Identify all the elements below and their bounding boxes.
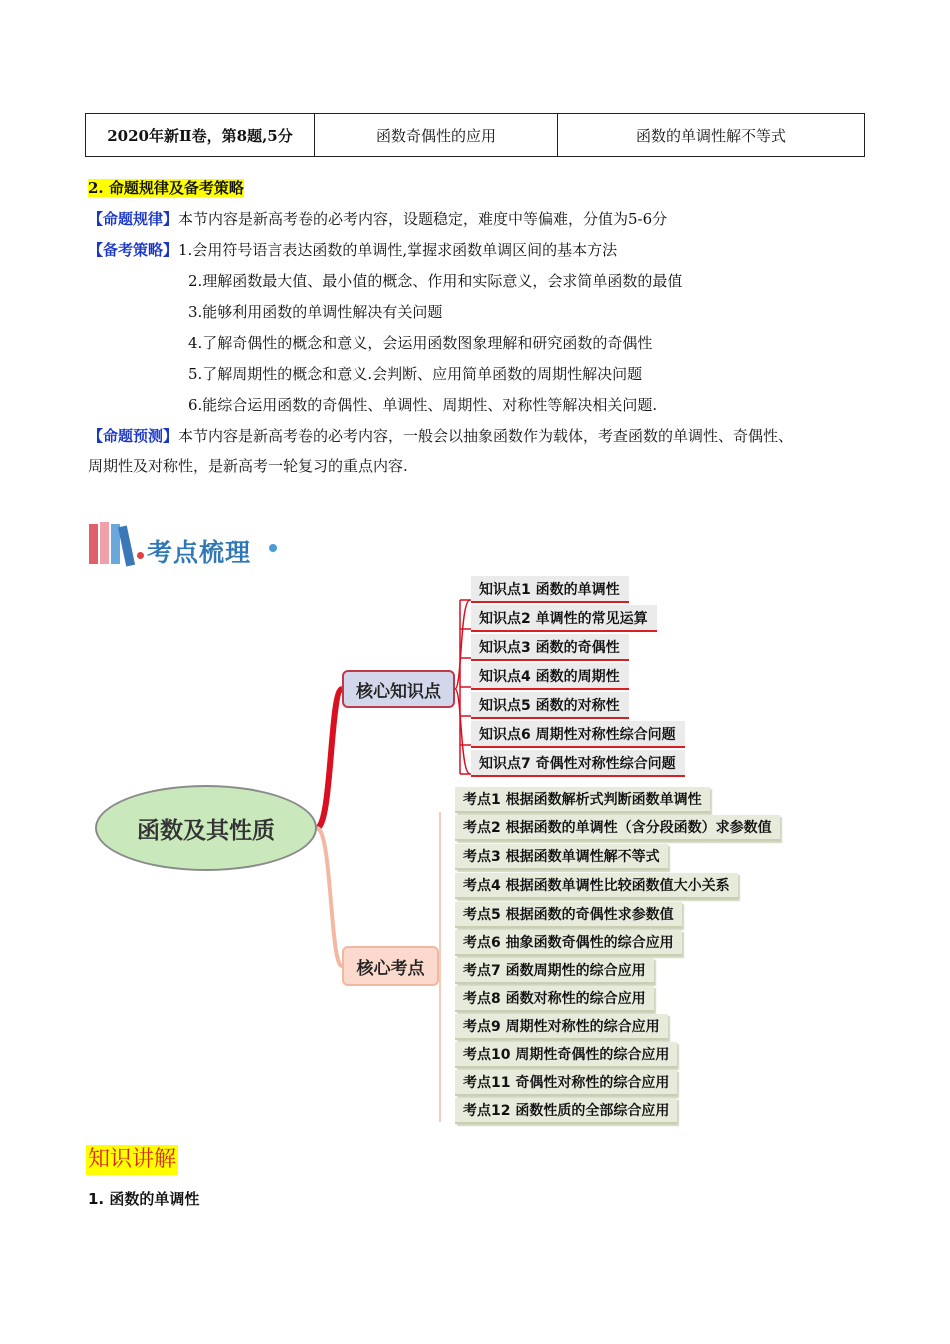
strategy-heading: 2. 命题规律及备考策略: [88, 179, 244, 197]
prep-line-1: 【备考策略】1.会用符号语言表达函数的单调性,掌握求函数单调区间的基本方法: [88, 241, 618, 259]
exam-item: 考点9 周期性对称性的综合应用: [455, 1014, 668, 1040]
exam-item: 考点2 根据函数的单调性（含分段函数）求参数值: [455, 815, 780, 841]
exam-item: 考点1 根据函数解析式判断函数单调性: [455, 787, 710, 813]
mindmap-root: 函数及其性质: [95, 785, 317, 871]
connector-knowledge: [317, 689, 342, 828]
exam-item: 考点11 奇偶性对称性的综合应用: [455, 1070, 677, 1096]
branch-core-knowledge: 核心知识点: [342, 670, 455, 708]
prep-line-5: 5.了解周期性的概念和意义.会判断、应用简单函数的周期性解决问题: [188, 365, 643, 383]
exam-item: 考点6 抽象函数奇偶性的综合应用: [455, 930, 682, 956]
knowledge-item: 知识点6 周期性对称性综合问题: [471, 721, 685, 748]
prep-line-2: 2.理解函数最大值、最小值的概念、作用和实际意义，会求简单函数的最值: [188, 272, 683, 290]
predict-line-2: 周期性及对称性，是新高考一轮复习的重点内容.: [88, 457, 408, 475]
knowledge-item: 知识点5 函数的对称性: [471, 692, 629, 719]
lecture-subheading: 1. 函数的单调性: [88, 1190, 200, 1208]
table-cell-method: 函数的单调性解不等式: [558, 114, 865, 157]
exam-item: 考点4 根据函数单调性比较函数值大小关系: [455, 873, 738, 899]
prep-line-3: 3.能够利用函数的单调性解决有关问题: [188, 303, 443, 321]
knowledge-item: 知识点7 奇偶性对称性综合问题: [471, 750, 685, 777]
knowledge-item: 知识点3 函数的奇偶性: [471, 634, 629, 661]
prep-line-6: 6.能综合运用函数的奇偶性、单调性、周期性、对称性等解决相关问题.: [188, 396, 658, 414]
predict-line: 【命题预测】本节内容是新高考卷的必考内容，一般会以抽象函数作为载体，考查函数的单调性、奇偶性、: [88, 427, 794, 445]
banner-title: 考点梳理: [147, 538, 252, 567]
exam-item: 考点12 函数性质的全部综合应用: [455, 1098, 677, 1124]
knowledge-item: 知识点1 函数的单调性: [471, 576, 629, 603]
branch-core-exam: 核心考点: [342, 946, 439, 986]
exam-item: 考点8 函数对称性的综合应用: [455, 986, 654, 1012]
knowledge-item: 知识点2 单调性的常见运算: [471, 605, 657, 632]
lecture-heading: 知识讲解: [86, 1145, 178, 1175]
exam-item: 考点7 函数周期性的综合应用: [455, 958, 654, 984]
exam-item: 考点5 根据函数的奇偶性求参数值: [455, 902, 682, 928]
prep-line-4: 4.了解奇偶性的概念和意义，会运用函数图象理解和研究函数的奇偶性: [188, 334, 653, 352]
exam-item: 考点3 根据函数单调性解不等式: [455, 844, 668, 870]
table-cell-exam: 2020年新Ⅱ卷，第8题,5分: [86, 114, 315, 157]
exam-item: 考点10 周期性奇偶性的综合应用: [455, 1042, 677, 1068]
table-cell-topic: 函数奇偶性的应用: [315, 114, 558, 157]
connector-exam: [317, 828, 342, 966]
knowledge-item: 知识点4 函数的周期性: [471, 663, 629, 690]
rule-line: 【命题规律】本节内容是新高考卷的必考内容，设题稳定，难度中等偏难，分值为5-6分: [88, 210, 668, 228]
